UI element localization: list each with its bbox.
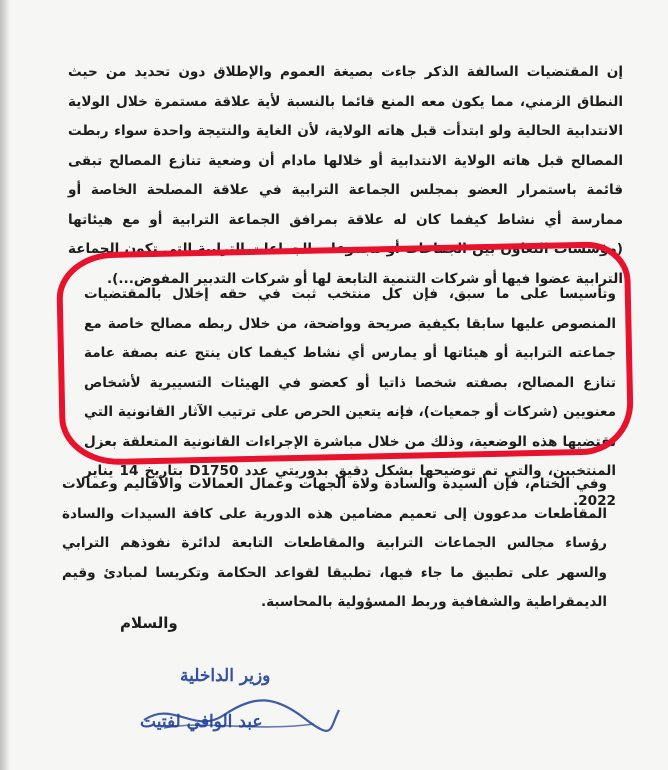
paragraph-2-text: وتأسيسا على ما سبق، فإن كل منتخب ثبت في حقه إخلال بالمقتضيات المنصوص عليها سابقا بكيفية صريحة وواضحة، من خلال ربطه مصالح خاصة مع جماعته الترابية أو هيئاتها أو يمارس أي نشاط كيفما كان ينتج عنه بصفة عامة تنازع المصالح، بصفته شخصا ذاتيا أو كعضو في الهيئات التسييرية لأشخاص معنويين (شركات أو جمعيات)، فإنه يتعين الحرص على ترتيب الآثار القانونية التي تقتضيها هذه الوضعية، وذلك من خلال مباشرة الإجراءات القانونية المتعلقة بعزل المنتخبين، والتي تم توضيحها بشكل دقيق بدوريتي عدد D1750 بتاريخ 14 يناير 2022. (84, 286, 616, 509)
red-highlight-circle (56, 241, 634, 466)
closing-salutation: والسلام (120, 614, 178, 632)
paragraph-conclusion (62, 470, 607, 618)
paragraph-1-text: إن المقتضيات السالفة الذكر جاءت بصيغة العموم والإطلاق دون تحديد من حيث النطاق الزمني، مما يكون معه المنع قائما بالنسبة لأية علاقة مستمرة خلال الولاية الانتدابية الحالية ولو ابتدأت قبل هاته الولاية، لأن الغاية والنتيجة واحدة سواء ربطت المصالح قبل هاته الولاية الانتدابية أو خلالها مادام أن وضعية تنازع المصالح تبقى قائمة باستمرار العضو بمجلس الجماعة الترابية في علاقة المصلحة الخاصة أو ممارسة أي نشاط كيفما كان له علاقة بمرافق الجماعة الترابية أو مع هيئاتها (مؤسسات التعاون بين الجماعات أو مجموعات الجماعات الترابية التي تكون الجماعة الترابية عضوا فيها أو شركات التنمية التابعة لها أو شركات التدبير المفوض...). (68, 64, 623, 287)
signature-title: وزير الداخلية (180, 666, 271, 686)
paragraph-3-text: وفي الختام، فإن السيدة والسادة ولاة الجهات وعمال العمالات والأقاليم وعمالات المقاطعات مدعوون إلى تعميم مضامين هذه الدورية على كافة السيدات والسادة رؤساء مجالس الجماعات الترابية والمقاطعات التابعة لدائرة نفوذهم الترابي والسهر على تطبيق ما جاء فيها، تطبيقا لقواعد الحكامة وتكريسا لمبادئ وقيم الديمقراطية والشفافية وربط المسؤولية بالمحاسبة. (62, 476, 607, 610)
signature-name: عبد الوافي لفتيت (140, 712, 263, 732)
signature-block (140, 660, 340, 760)
page-edge-shadow (0, 0, 10, 770)
